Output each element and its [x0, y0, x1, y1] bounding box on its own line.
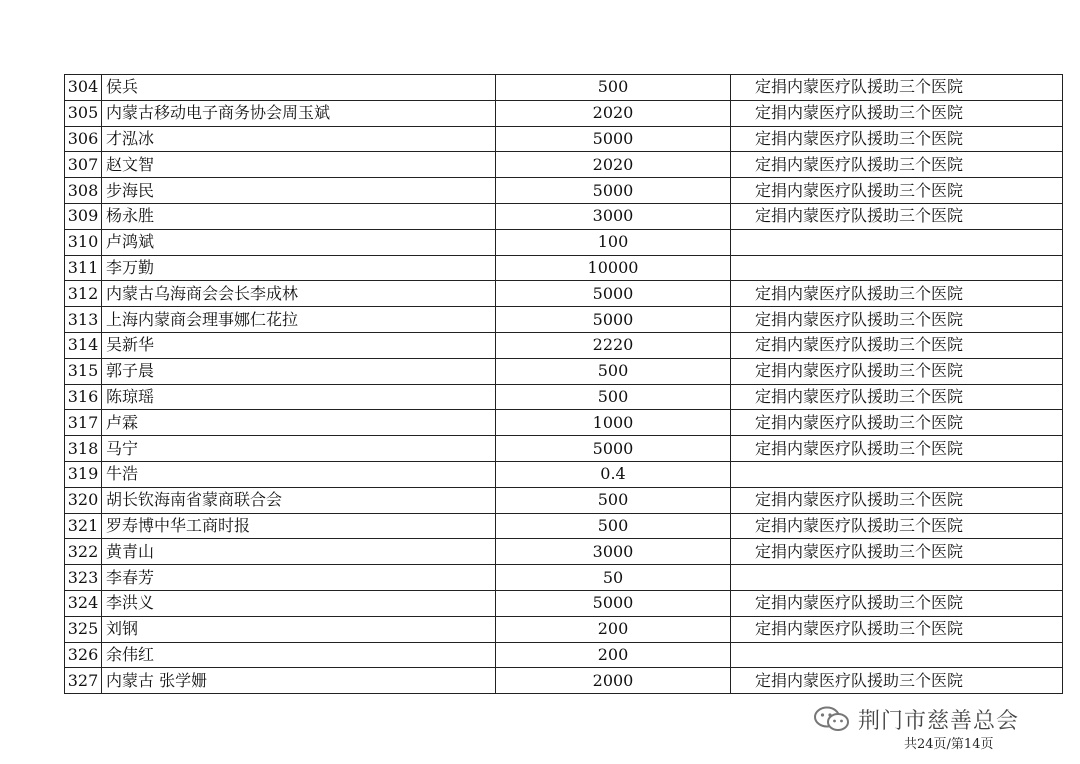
- row-number: 308: [65, 178, 102, 204]
- row-number: 324: [65, 590, 102, 616]
- donation-table-body: [65, 75, 1063, 694]
- row-number: 310: [65, 229, 102, 255]
- donation-amount: 100: [496, 229, 731, 255]
- donation-amount: 3000: [496, 203, 731, 229]
- table-row: [65, 229, 1063, 255]
- table-row: [65, 152, 1063, 178]
- donor-name: 李万勤: [102, 255, 496, 281]
- donation-note: 定捐内蒙医疗队援助三个医院: [731, 436, 1063, 462]
- donor-name: 内蒙古乌海商会会长李成林: [102, 281, 496, 307]
- row-number: 304: [65, 75, 102, 101]
- donation-note: [731, 642, 1063, 668]
- donation-table: [64, 74, 1063, 694]
- watermark: [812, 704, 1019, 734]
- table-row: [65, 126, 1063, 152]
- table-row: [65, 590, 1063, 616]
- donor-name: 内蒙古移动电子商务协会周玉斌: [102, 100, 496, 126]
- table-row: [65, 281, 1063, 307]
- donor-name: 吴新华: [102, 332, 496, 358]
- table-row: [65, 513, 1063, 539]
- donor-name: 卢鸿斌: [102, 229, 496, 255]
- donor-name: 赵文智: [102, 152, 496, 178]
- donation-note: 定捐内蒙医疗队援助三个医院: [731, 616, 1063, 642]
- row-number: 314: [65, 332, 102, 358]
- table-row: [65, 255, 1063, 281]
- donation-amount: 2000: [496, 668, 731, 694]
- row-number: 325: [65, 616, 102, 642]
- row-number: 311: [65, 255, 102, 281]
- donor-name: 上海内蒙商会理事娜仁花拉: [102, 307, 496, 333]
- donation-note: 定捐内蒙医疗队援助三个医院: [731, 513, 1063, 539]
- row-number: 309: [65, 203, 102, 229]
- row-number: 317: [65, 410, 102, 436]
- donation-amount: 1000: [496, 410, 731, 436]
- row-number: 326: [65, 642, 102, 668]
- table-row: [65, 565, 1063, 591]
- table-row: [65, 384, 1063, 410]
- donor-name: 牛浩: [102, 461, 496, 487]
- donor-name: 内蒙古 张学姗: [102, 668, 496, 694]
- donation-note: 定捐内蒙医疗队援助三个医院: [731, 358, 1063, 384]
- donor-name: 刘钢: [102, 616, 496, 642]
- donation-note: 定捐内蒙医疗队援助三个医院: [731, 126, 1063, 152]
- donor-name: 胡长钦海南省蒙商联合会: [102, 487, 496, 513]
- donor-name: 卢霖: [102, 410, 496, 436]
- donation-note: 定捐内蒙医疗队援助三个医院: [731, 668, 1063, 694]
- donation-amount: 5000: [496, 307, 731, 333]
- donation-amount: 5000: [496, 126, 731, 152]
- donation-note: 定捐内蒙医疗队援助三个医院: [731, 410, 1063, 436]
- donation-note: 定捐内蒙医疗队援助三个医院: [731, 281, 1063, 307]
- table-row: [65, 410, 1063, 436]
- donor-name: 陈琼瑶: [102, 384, 496, 410]
- table-row: [65, 75, 1063, 101]
- table-row: [65, 307, 1063, 333]
- donation-amount: 500: [496, 513, 731, 539]
- table-row: [65, 332, 1063, 358]
- table-row: [65, 487, 1063, 513]
- page-info: 共24页/第14页: [904, 737, 994, 752]
- donation-note: [731, 229, 1063, 255]
- row-number: 312: [65, 281, 102, 307]
- row-number: 323: [65, 565, 102, 591]
- donation-amount: 0.4: [496, 461, 731, 487]
- donation-note: 定捐内蒙医疗队援助三个医院: [731, 178, 1063, 204]
- donor-name: 余伟红: [102, 642, 496, 668]
- donation-amount: 5000: [496, 436, 731, 462]
- donation-amount: 2020: [496, 100, 731, 126]
- donor-name: 步海民: [102, 178, 496, 204]
- table-row: [65, 178, 1063, 204]
- row-number: 307: [65, 152, 102, 178]
- donation-amount: 500: [496, 75, 731, 101]
- donation-note: 定捐内蒙医疗队援助三个医院: [731, 307, 1063, 333]
- donor-name: 郭子晨: [102, 358, 496, 384]
- row-number: 319: [65, 461, 102, 487]
- donation-note: 定捐内蒙医疗队援助三个医院: [731, 487, 1063, 513]
- donation-note: 定捐内蒙医疗队援助三个医院: [731, 75, 1063, 101]
- table-row: [65, 461, 1063, 487]
- row-number: 313: [65, 307, 102, 333]
- donor-name: 李春芳: [102, 565, 496, 591]
- donor-name: 李洪义: [102, 590, 496, 616]
- row-number: 320: [65, 487, 102, 513]
- table-row: [65, 358, 1063, 384]
- donation-amount: 50: [496, 565, 731, 591]
- donation-amount: 500: [496, 487, 731, 513]
- donation-amount: 3000: [496, 539, 731, 565]
- donation-note: 定捐内蒙医疗队援助三个医院: [731, 332, 1063, 358]
- donation-note: [731, 565, 1063, 591]
- donation-note: [731, 255, 1063, 281]
- donation-note: 定捐内蒙医疗队援助三个医院: [731, 152, 1063, 178]
- donor-name: 罗寿博中华工商时报: [102, 513, 496, 539]
- watermark-text: 荆门市慈善总会: [858, 708, 1020, 734]
- donation-amount: 5000: [496, 590, 731, 616]
- donation-amount: 5000: [496, 281, 731, 307]
- donation-amount: 10000: [496, 255, 731, 281]
- row-number: 306: [65, 126, 102, 152]
- donation-note: [731, 461, 1063, 487]
- donation-amount: 500: [496, 384, 731, 410]
- donation-note: 定捐内蒙医疗队援助三个医院: [731, 539, 1063, 565]
- row-number: 305: [65, 100, 102, 126]
- donor-name: 杨永胜: [102, 203, 496, 229]
- table-row: [65, 436, 1063, 462]
- row-number: 315: [65, 358, 102, 384]
- row-number: 321: [65, 513, 102, 539]
- table-row: [65, 642, 1063, 668]
- table-row: [65, 616, 1063, 642]
- donation-amount: 2220: [496, 332, 731, 358]
- donor-name: 马宁: [102, 436, 496, 462]
- donor-name: 侯兵: [102, 75, 496, 101]
- donation-amount: 200: [496, 642, 731, 668]
- donation-note: 定捐内蒙医疗队援助三个医院: [731, 384, 1063, 410]
- table-row: [65, 100, 1063, 126]
- donation-amount: 200: [496, 616, 731, 642]
- donation-amount: 500: [496, 358, 731, 384]
- donor-name: 黄青山: [102, 539, 496, 565]
- table-row: [65, 668, 1063, 694]
- donation-note: 定捐内蒙医疗队援助三个医院: [731, 100, 1063, 126]
- table-row: [65, 539, 1063, 565]
- donation-note: 定捐内蒙医疗队援助三个医院: [731, 203, 1063, 229]
- wechat-icon: [812, 705, 852, 733]
- row-number: 316: [65, 384, 102, 410]
- donation-amount: 5000: [496, 178, 731, 204]
- donation-note: 定捐内蒙医疗队援助三个医院: [731, 590, 1063, 616]
- table-row: [65, 203, 1063, 229]
- row-number: 318: [65, 436, 102, 462]
- row-number: 327: [65, 668, 102, 694]
- donor-name: 才泓冰: [102, 126, 496, 152]
- row-number: 322: [65, 539, 102, 565]
- donation-amount: 2020: [496, 152, 731, 178]
